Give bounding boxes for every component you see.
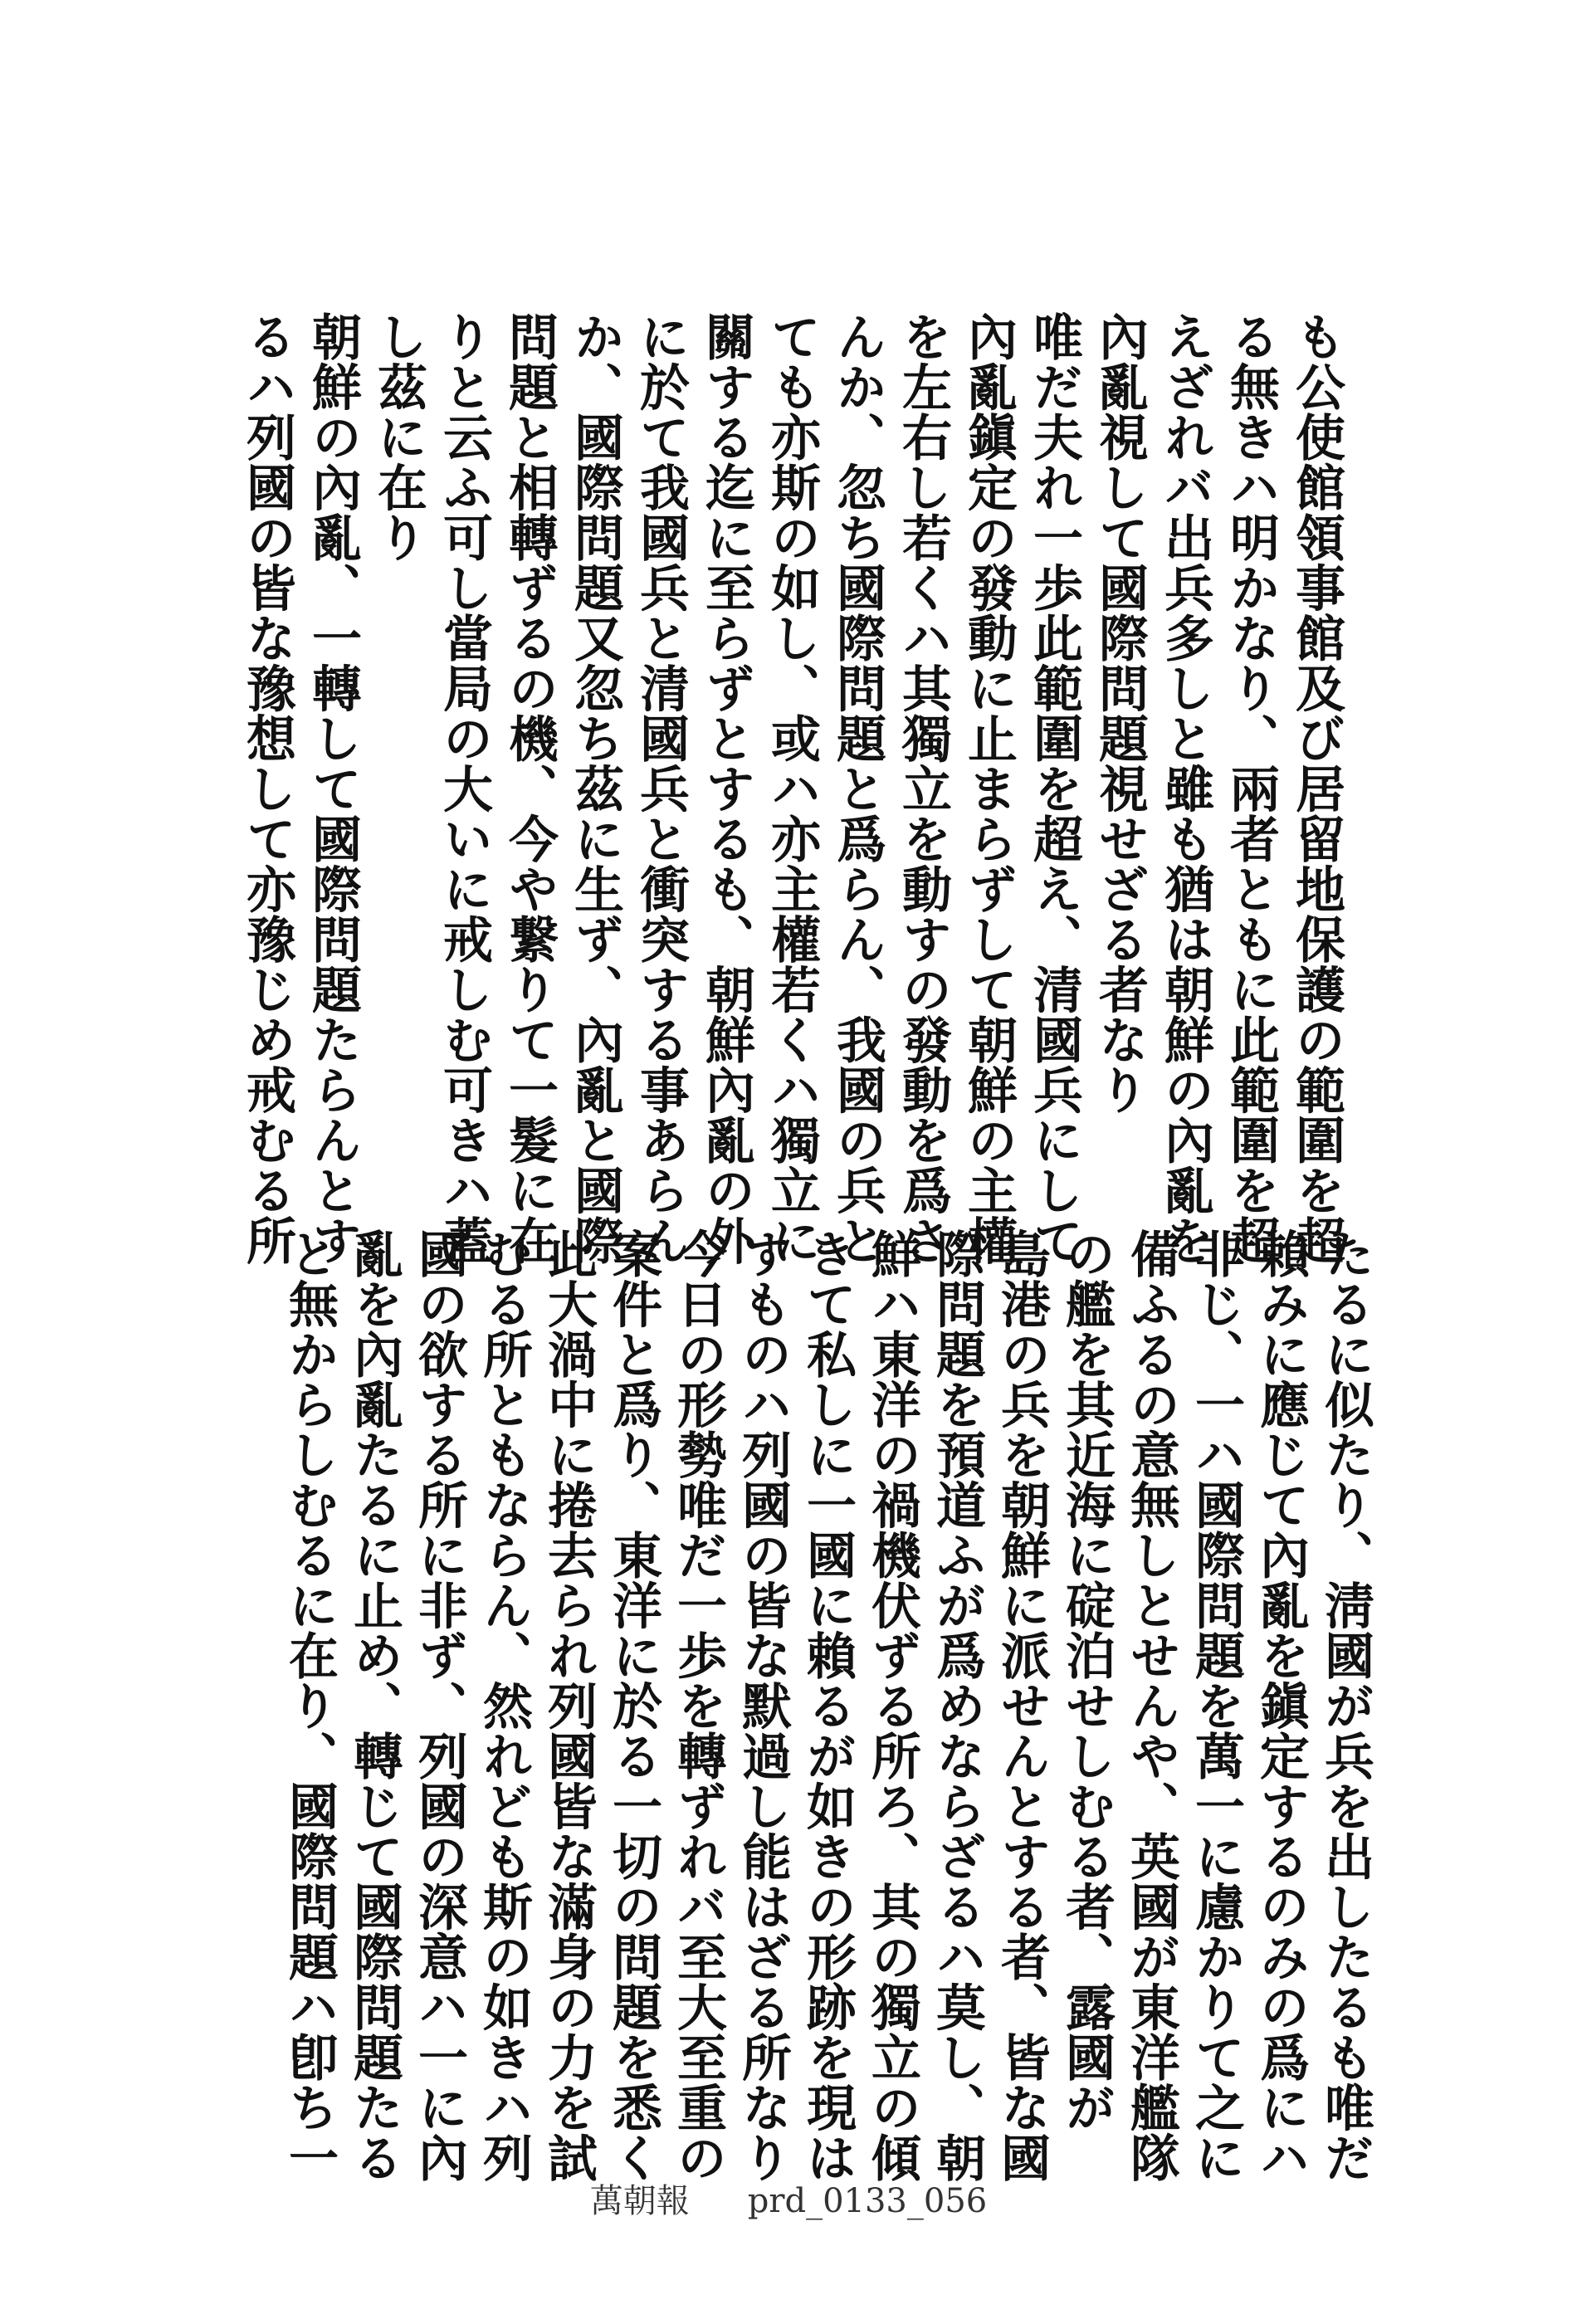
text-column: 非じ、一ハ國際問題を萬一に慮かりて之に bbox=[1187, 1228, 1245, 2183]
publication-name: 萬朝報 bbox=[589, 2182, 690, 2220]
text-column: か、國際問題又忽ち茲に生ず、內亂と國際 bbox=[566, 311, 624, 1266]
text-column: 備ふるの意無しとせんや、英國が東洋艦隊 bbox=[1122, 1228, 1180, 2183]
text-column: 際問題を預道ふが爲めならざるハ莫し、朝 bbox=[928, 1228, 986, 2183]
text-column: えざれバ出兵多しと雖も猶は朝鮮の內亂を bbox=[1156, 311, 1214, 1266]
text-column: すものハ列國の皆な默過し能はざる所なり bbox=[734, 1228, 792, 2183]
text-column: 島港の兵を朝鮮に派せんとする者、皆な國 bbox=[993, 1228, 1051, 2183]
text-column: 此大渦中に捲去られ列國皆な滿身の力を試 bbox=[540, 1228, 598, 2183]
text-column: 賴みに應じて內亂を鎭定するのみの爲にハ bbox=[1252, 1228, 1310, 2183]
text-column: むる所ともならん、然れども斯の如きハ列 bbox=[475, 1228, 533, 2183]
text-column: 今日の形勢唯だ一歩を轉ずれバ至大至重の bbox=[669, 1228, 727, 2183]
page-identifier: prd_0133_056 bbox=[747, 2182, 988, 2220]
article-block-top bbox=[234, 311, 1349, 1266]
text-column: んか、忽ち國際問題と爲らん、我國の兵と bbox=[828, 311, 886, 1266]
text-column: りと云ふ可し當局の大いに戒しむ可きハ蓋 bbox=[435, 311, 493, 1266]
text-column: 問題と相轉ずるの機、今や繋りて一髮に在 bbox=[500, 311, 559, 1266]
text-column: る無きハ明かなり、兩者ともに此範圍を超 bbox=[1222, 311, 1280, 1266]
text-column: も公使館領事館及び居留地保護の範圍を超 bbox=[1287, 311, 1345, 1266]
text-column: ても亦斯の如し、或ハ亦主權若くハ獨立に bbox=[763, 311, 821, 1266]
text-column: 案件と爲り、東洋に於る一切の問題を悉く bbox=[604, 1228, 662, 2183]
text-column: と無からしむるに在り、國際問題ハ卽ち一 bbox=[281, 1228, 339, 2183]
text-column: 內亂鎭定の發動に止まらずして朝鮮の主權 bbox=[959, 311, 1018, 1266]
text-column: きて私しに一國に賴るが如きの形跡を現は bbox=[798, 1228, 857, 2183]
article-block-bottom bbox=[277, 1228, 1378, 2183]
page-footer bbox=[0, 2175, 1577, 2222]
text-column: 朝鮮の內亂、一轉して國際問題たらんとす bbox=[304, 311, 362, 1266]
text-column: 鮮ハ東洋の禍機伏ずる所ろ、其の獨立の傾 bbox=[863, 1228, 921, 2183]
text-column: を左右し若くハ其獨立を動すの發動を爲さ bbox=[894, 311, 952, 1266]
text-column: 內亂視して國際問題視せざる者なり bbox=[1091, 311, 1149, 1115]
text-column: 國の欲する所に非ず、列國の深意ハ一に內 bbox=[410, 1228, 468, 2183]
text-column: 唯だ夫れ一歩此範圍を超え、清國兵にして bbox=[1025, 311, 1083, 1266]
text-column: の艦を其近海に碇泊せしむる者、露國が bbox=[1057, 1228, 1116, 2132]
text-column: 亂を內亂たるに止め、轉じて國際問題たる bbox=[345, 1228, 403, 2183]
text-column: し茲に在り bbox=[369, 311, 427, 563]
text-column: るハ列國の皆な豫想して亦豫じめ戒むる所 bbox=[238, 311, 296, 1266]
text-column: たるに似たり、淸國が兵を出したるも唯だ bbox=[1316, 1228, 1374, 2183]
text-column: に於て我國兵と清國兵と衝突する事あらん bbox=[632, 311, 690, 1266]
text-column: 關する迄に至らずとするも、朝鮮內亂の外 bbox=[697, 311, 755, 1266]
